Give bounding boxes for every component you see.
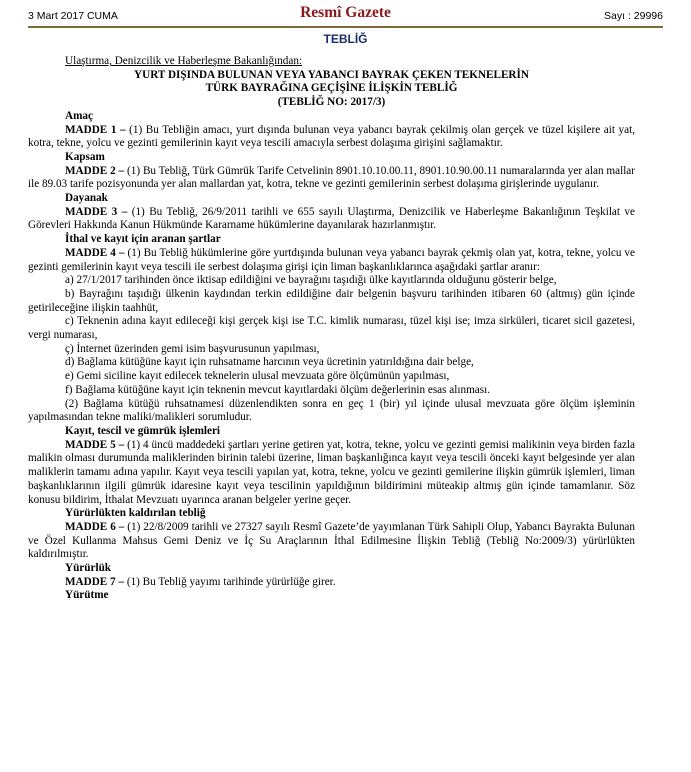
article-5-text: (1) 4 üncü maddedeki şartları yerine getiren yat, kotra, tekne, yolcu ve gezinti gemisi malikinin veya birden fazla malikin olması durumunda maliklerinden birinin talebi üzerine, liman başkanlığınca kayıt veya tescili önceki kayıt belgesinde yer alan maliklerin tamamı adına yapılır. Kayıt veya tescili yapılan yat, kotra, tekne, yolcu ve gezinti gemilerine ilişkin gümrük işlemleri, liman başkanlıklarının ilgili gümrük idaresine kayıt veya tescilinin yapıldığının bildirimini müteakip altmış gün içinde tamamlanır. Söz konusu bildirim, İthalat Mevzuatı uyarınca aranan belgeler yerine geçer. — [28, 438, 635, 506]
heading-yurutme: Yürütme — [65, 589, 109, 602]
article-3-text: (1) Bu Tebliğ, 26/9/2011 tarihli ve 655 sayılı Ulaştırma, Denizcilik ve Haberleşme Bakanlığının Teşkilat ve Görevleri Hakkında Kanun Hükmünde Kararname hükümlerine dayanılarak hazırlanmıştır. — [28, 205, 635, 232]
list-item: a) 27/1/2017 tarihinden önce iktisap edildiğini ve bayrağını taşıdığı ülke kayıtlarında olduğunu gösterir belge, — [65, 274, 557, 287]
article-1-label: MADDE 1 – — [65, 123, 126, 136]
article-7-label: MADDE 7 – — [65, 575, 125, 588]
header-date: 3 Mart 2017 CUMA — [28, 10, 118, 22]
title-line-3: (TEBLİĞ NO: 2017/3) — [277, 96, 386, 109]
article-2-label: MADDE 2 – — [65, 164, 125, 177]
article-5 — [28, 439, 635, 508]
article-4-text: (1) Bu Tebliğ hükümlerine göre yurtdışında bulunan veya yabancı bayrak çekmiş olan yat, kotra, tekne, yolcu ve gezinti gemilerinin kayıt veya tescili ile serbest dolaşıma girişi için liman başkanlıklarınca aşağıdaki şartlar aranır: — [28, 246, 635, 273]
title-line-2: TÜRK BAYRAĞINA GEÇİŞİNE İLİŞKİN TEBLİĞ — [205, 82, 458, 95]
article-4 — [28, 247, 635, 274]
list-item: c) Teknenin adına kayıt edileceği kişi gerçek kişi ise T.C. kimlik numarası, tüzel kişi ise; imza sirküleri, ticaret sicil gazetesi, vergi numarası, — [28, 315, 635, 342]
article-2 — [28, 165, 635, 192]
heading-ithal: İthal ve kayıt için aranan şartlar — [65, 233, 221, 246]
title-line-1: YURT DIŞINDA BULUNAN VEYA YABANCI BAYRAK ÇEKEN TEKNELERİN — [134, 68, 529, 81]
heading-kayit: Kayıt, tescil ve gümrük işlemleri — [65, 424, 221, 437]
list-item: ç) İnternet üzerinden gemi isim başvurusunun yapılması, — [65, 342, 320, 355]
document-body — [28, 55, 635, 603]
list-item: b) Bayrağını taşıdığı ülkenin kaydından terkin edildiğine dair belgenin başvuru tarihinden itibaren 60 (altmış) gün içinde getirileceğine ilişkin taahhüt, — [28, 287, 635, 314]
heading-yururlukten: Yürürlükten kaldırılan tebliğ — [65, 507, 206, 520]
article-3 — [28, 206, 635, 233]
heading-dayanak: Dayanak — [65, 192, 108, 205]
list-item: f) Bağlama kütüğüne kayıt için teknenin mevcut kayıtlardaki ölçüm değerlerinin esas alınması. — [65, 383, 490, 396]
list-item: d) Bağlama kütüğüne kayıt için ruhsatname harcının veya ücretinin yatırıldığına dair belge, — [65, 356, 474, 369]
heading-kapsam: Kapsam — [65, 150, 105, 163]
article-6-label: MADDE 6 – — [65, 520, 125, 533]
gazette-name: Resmî Gazete — [300, 4, 391, 21]
list-item: e) Gemi siciline kayıt edilecek teknelerin ulusal mevzuata göre ölçümünün yapılması, — [65, 370, 450, 383]
heading-yururluk: Yürürlük — [65, 562, 112, 575]
article-7-text: (1) Bu Tebliğ yayımı tarihinde yürürlüğe girer. — [124, 575, 336, 588]
article-1-text: (1) Bu Tebliğin amacı, yurt dışında bulunan veya yabancı bayrak çekilmiş olan gerçek ve tüzel kişilere ait yat, kotra, tekne, yolcu ve gezinti gemilerinin kayıt veya tescili amacıyla serbest dolaşıma girişini sağlamaktır. — [28, 123, 635, 150]
article-4-paragraph-2: (2) Bağlama kütüğü ruhsatnamesi düzenlendikten sonra en geç 1 (bir) yıl içinde ulusal mevzuata göre ölçüm işleminin yapılmasından tekne maliki/malikleri sorumludur. — [28, 397, 635, 424]
article-6 — [28, 521, 635, 562]
article-6-text: (1) 22/8/2009 tarihli ve 27327 sayılı Resmî Gazete’de yayımlanan Türk Sahipli Olup, Yabancı Bayrakta Bulunan ve Özel Kullanma Mahsus Gemi Deniz ve İç Su Araçlarının İthal Edilmesine İlişkin Tebliğ (Tebliğ No:2009/3) yürürlükten kaldırılmıştır. — [28, 520, 635, 561]
article-5-label: MADDE 5 – — [65, 438, 125, 451]
section-type: TEBLİĞ — [323, 32, 368, 46]
issue-number: Sayı : 29996 — [604, 10, 663, 22]
page-header — [28, 4, 663, 28]
article-7 — [28, 576, 635, 590]
article-2-text: (1) Bu Tebliğ, Türk Gümrük Tarife Cetvelinin 8901.10.10.00.11, 8901.10.90.00.11 numaralarında yer alan mallar ile 89.03 tarife pozisyonunda yer alan mallardan yat, kotra, tekne ve gezinti gemilerinin serbest dolaşıma girişlerinde uygulanır. — [28, 164, 635, 191]
heading-amac: Amaç — [65, 109, 93, 122]
document-title — [28, 69, 635, 110]
article-4-label: MADDE 4 – — [65, 246, 125, 259]
ministry-line: Ulaştırma, Denizcilik ve Haberleşme Bakanlığından: — [65, 55, 303, 67]
article-1 — [28, 124, 635, 151]
article-3-label: MADDE 3 – — [65, 205, 128, 218]
